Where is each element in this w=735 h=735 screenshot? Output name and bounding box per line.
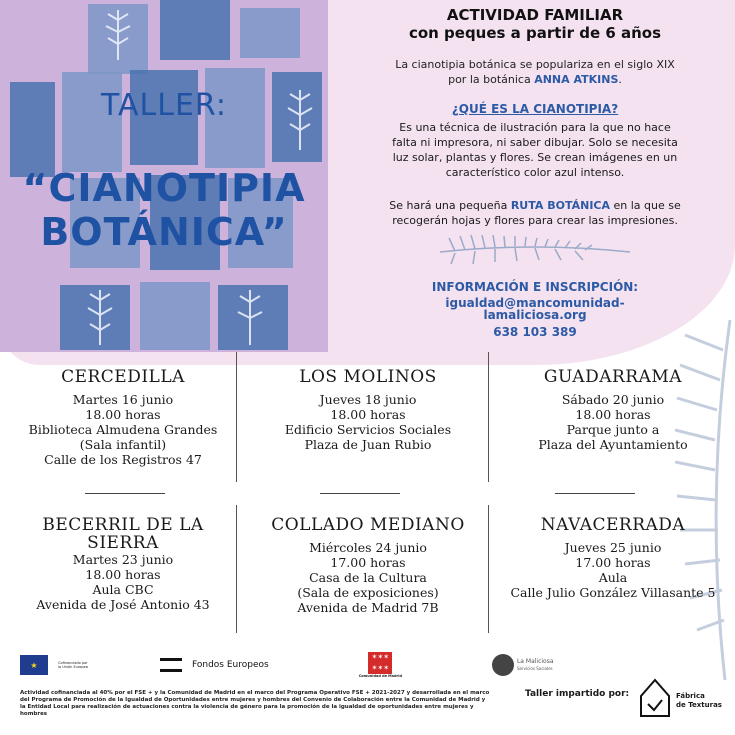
session-detail-line: 17.00 horas <box>575 555 651 570</box>
signup-email[interactable]: igualdad@mancomunidad- lamaliciosa.org <box>445 296 625 322</box>
mancomunidad-icon <box>492 654 514 676</box>
funding-note: Actividad cofinanciada al 40% por el FSE + y la Comunidad de Madrid en el marco del Programa Operativo FSE + 2021-2027 y desarrollada en el marco del Programa de Promoción de la Igualdad de Oportunidades entre mujeres y hombres del Convenio de Colaboración entre la Comunidad de Madrid y la Entidad Local para realización de actuaciones contra la violencia de género para la promoción de la igualdad de oportunidades entre mujeres y hombres <box>20 690 490 717</box>
cam-stars-icon: ✶✶✶ ✶✶✶ <box>368 652 392 674</box>
session-details <box>8 392 238 467</box>
signup-phone[interactable]: 638 103 389 <box>493 325 577 339</box>
session-detail-line: Aula <box>598 570 628 585</box>
session-town: SIERRA <box>87 533 159 553</box>
session-detail-line: Martes 16 junio <box>72 392 174 407</box>
session-detail-line: (Sala infantil) <box>79 437 167 452</box>
session-card <box>498 368 728 452</box>
taught-by-label: Taller impartido por: <box>525 689 630 699</box>
session-details <box>498 392 728 452</box>
grid-divider <box>320 493 400 494</box>
session-detail-line: 18.00 horas <box>85 567 161 582</box>
session-card <box>498 516 728 600</box>
session-card <box>8 516 238 612</box>
intro-line: La cianotipia botánica se populariza en el siglo XIX <box>395 58 675 71</box>
session-detail-line: Avenida de Madrid 7B <box>297 600 439 615</box>
signup-heading: INFORMACIÓN E INSCRIPCIÓN: <box>431 280 639 294</box>
session-town: LOS MOLINOS <box>299 367 437 387</box>
session-detail-line: Martes 23 junio <box>72 552 174 567</box>
fern-divider-icon <box>435 232 635 268</box>
session-detail-line: Edificio Servicios Sociales <box>284 422 452 437</box>
workshop-title-taller: TALLER: <box>101 88 227 123</box>
session-detail-line: Sábado 20 junio <box>561 392 665 407</box>
session-detail-line: 18.00 horas <box>85 407 161 422</box>
session-detail-line: 17.00 horas <box>330 555 406 570</box>
cam-logo: ✶✶✶ ✶✶✶ Comunidad de Madrid <box>358 653 402 678</box>
session-details <box>8 552 238 612</box>
sponsor-logos <box>20 650 554 680</box>
session-details <box>253 540 483 615</box>
intro-line: por la botánica ANNA ATKINS. <box>448 73 622 86</box>
activity-heading <box>350 6 720 42</box>
grid-divider <box>488 505 489 633</box>
session-detail-line: Aula CBC <box>92 582 154 597</box>
session-detail-line: Parque junto a <box>566 422 660 437</box>
workshop-title-name <box>0 166 328 254</box>
route-highlight: RUTA BOTÁNICA <box>510 199 611 212</box>
intro-text <box>350 57 720 87</box>
session-details <box>498 540 728 600</box>
session-town: NAVACERRADA <box>540 515 686 535</box>
session-detail-line: Plaza del Ayuntamiento <box>538 437 688 452</box>
cyanotype-collage <box>0 0 328 352</box>
session-town: COLLADO MEDIANO <box>271 515 465 535</box>
eu-flag-icon: ★ <box>20 655 48 675</box>
session-card <box>253 368 483 452</box>
session-town: GUADARRAMA <box>543 367 683 387</box>
session-town: CERCEDILLA <box>61 367 185 387</box>
question-text: Es una técnica de ilustración para la que no hace falta ni impresora, ni saber dibujar. Solo se necesita luz solar, plantas y flores. Se crean imágenes en un característico color azul intenso. <box>392 121 678 179</box>
activity-line: ACTIVIDAD FAMILIAR <box>446 6 624 24</box>
session-detail-line: Casa de la Cultura <box>309 570 427 585</box>
session-detail-line: 18.00 horas <box>575 407 651 422</box>
workshop-title-line: BOTÁNICA” <box>40 210 288 254</box>
session-details <box>253 392 483 452</box>
grid-divider <box>555 493 635 494</box>
session-detail-line: Calle Julio González Villasante 5 <box>510 585 716 600</box>
eu-label: Cofinanciado por la Unión Europea <box>58 661 88 669</box>
session-detail-line: Biblioteca Almudena Grandes <box>28 422 218 437</box>
session-detail-line: Calle de los Registros 47 <box>44 452 202 467</box>
question-heading: ¿QUÉ ES LA CIANOTIPIA? <box>451 102 619 116</box>
session-town: BECERRIL DE LA <box>42 515 204 535</box>
fabrica-house-icon <box>638 676 672 718</box>
author-name: ANNA ATKINS <box>534 73 619 86</box>
session-detail-line: 18.00 horas <box>330 407 406 422</box>
route-text: Se hará una pequeña RUTA BOTÁNICA en la que se recogerán hojas y flores para crear las impresiones. <box>389 199 681 227</box>
activity-line: con peques a partir de 6 años <box>408 24 662 42</box>
session-detail-line: Jueves 18 junio <box>319 392 417 407</box>
fondos-icon <box>160 658 182 672</box>
session-detail-line: Jueves 25 junio <box>564 540 662 555</box>
fabrica-texturas-label: Fábrica de Texturas <box>676 692 722 709</box>
session-detail-line: (Sala de exposiciones) <box>297 585 439 600</box>
workshop-title-line: “CIANOTIPIA <box>22 166 306 210</box>
session-detail-line: Plaza de Juan Rubio <box>304 437 432 452</box>
fondos-label: Fondos Europeos <box>192 660 269 670</box>
session-card <box>8 368 238 467</box>
grid-divider <box>85 493 165 494</box>
session-card <box>253 516 483 615</box>
session-detail-line: Miércoles 24 junio <box>309 540 427 555</box>
mancomunidad-logo: La Maliciosa Servicios Sociales <box>492 654 554 676</box>
session-detail-line: Avenida de José Antonio 43 <box>36 597 210 612</box>
grid-divider <box>488 352 489 482</box>
